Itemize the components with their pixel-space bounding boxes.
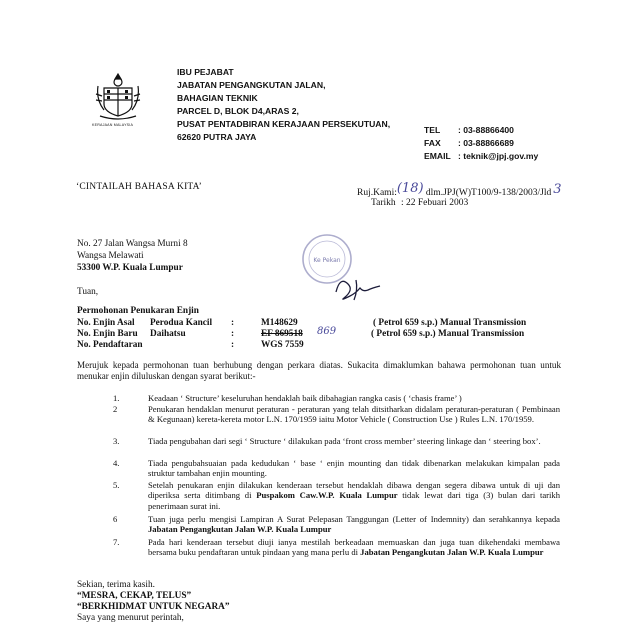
contact-value: : 03-88866400: [458, 125, 514, 135]
address-line: No. 27 Jalan Wangsa Murni 8: [77, 239, 188, 249]
address-line: Wangsa Melawati: [77, 251, 144, 261]
condition-number: 4.: [113, 458, 120, 468]
condition-number: 7.: [113, 537, 120, 547]
address-postcode: 53300 W.P. Kuala Lumpur: [77, 263, 183, 273]
subject-handwritten: 869: [317, 326, 337, 337]
stamp-text: Ke Pekan: [313, 257, 341, 264]
condition-text: Setelah penukaran enjin dilakukan kenderaan tersebut hendaklah dibawa dengan segera dibawa untuk di uji dan diperiksa serta ditimbang di Puspakom Caw.W.P. Kuala Lumpur tidak lewat dari tiga (3) bulan dari tarikh penerimaan surat ini.: [148, 480, 561, 511]
subject-value: M148629: [261, 318, 298, 328]
closing-motto: “MESRA, CEKAP, TELUS”: [77, 591, 192, 601]
subject-colon: :: [231, 329, 235, 339]
recipient-address: [77, 238, 188, 274]
contact-value: : 03-88866689: [458, 138, 514, 148]
condition-number: 5.: [113, 480, 120, 490]
condition-text: Tuan juga perlu mengisi Lampiran A Surat Pelepasan Tanggungan (Letter of Indemnity) dan serahkannya kepada Jabatan Pengangkutan Jalan W.P. Kuala Lumpur: [148, 514, 560, 535]
date-value: : 22 Febuari 2003: [401, 198, 469, 208]
closing-line: Sekian, terima kasih.: [77, 580, 155, 590]
slogan: ‘CINTAILAH BAHASA KITA’: [76, 182, 203, 192]
condition-number: 1.: [113, 393, 120, 403]
letterhead-line: BAHAGIAN TEKNIK: [177, 93, 258, 103]
letterhead-line: IBU PEJABAT: [177, 67, 234, 77]
subject-make: Daihatsu: [150, 329, 186, 339]
intro-paragraph: Merujuk kepada permohonan tuan berhubung dengan perkara diatas. Sukacita dimaklumkan bahawa permohonan tuan untuk menukar enjin diluluskan dengan syarat berikut:-: [77, 360, 561, 381]
contact-value: : teknik@jpj.gov.my: [458, 151, 539, 161]
condition-number: 2: [113, 404, 118, 414]
contact-block: [424, 124, 538, 163]
letterhead-line: JABATAN PENGANGKUTAN JALAN,: [177, 80, 326, 90]
subject-label: No. Enjin Baru: [77, 329, 138, 339]
date-line: [371, 198, 468, 208]
subject-spec: ( Petrol 659 s.p.) Manual Transmission: [371, 329, 525, 339]
letterhead-line: 62620 PUTRA JAYA: [177, 132, 257, 142]
condition-text: Tiada pengubahsuaian pada kedudukan ‘ base ‘ enjin mounting dan tidak dibenarkan melakukan kimpalan pada struktur tambahan enjin mounting.: [148, 458, 560, 479]
ref-value: dlm.JPJ(W)T100/9-138/2003/Jld: [425, 188, 552, 198]
condition-text: Penukaran hendaklan menurut peraturan - peraturan yang telah ditsitharkan didalam peraturan-peraturan ( Pembinaan & Kegunaan) kereta-kereta motor L.N. 170/1959 iaitu Motor Vehicle ( Construction Use ) Rules L.N. 170/1959.: [148, 404, 560, 425]
date-label: Tarikh: [371, 198, 396, 208]
ref-handwritten: (18): [396, 181, 424, 196]
crest-logo: [94, 72, 142, 122]
condition-number: 6: [113, 514, 118, 524]
contact-label: TEL: [424, 125, 441, 135]
subject-label: No. Enjin Asal: [77, 318, 135, 328]
salutation: Tuan,: [77, 287, 99, 297]
ref-jld-handwritten: 3: [553, 182, 562, 197]
letterhead-line: PUSAT PENTADBIRAN KERAJAAN PERSEKUTUAN,: [177, 119, 391, 129]
letterhead-block: [177, 66, 390, 144]
condition-text: Pada hari kenderaan tersebut diuji ianya mestilah berkeadaan memuaskan dan juga tuan dikehendaki membawa bersama buku pendaftaran untuk pindaan yang mana perlu di Jabatan Pengangkutan Jalan W.P. Kuala Lumpur: [148, 537, 560, 558]
subject-label: No. Pendaftaran: [77, 340, 143, 350]
letterhead-line: PARCEL D, BLOK D4,ARAS 2,: [177, 106, 299, 116]
condition-text: Tiada pengubahan dari segi ‘ Structure ‘ dilakukan pada ‘front cross member’ steering linkage dan ‘ steering box’.: [148, 436, 541, 446]
contact-label: EMAIL: [424, 151, 451, 161]
condition-text: Keadaan ‘ Structure’ keseluruhan hendaklah baik dibahagian rangka casis ( ‘chasis frame’ ): [148, 393, 462, 403]
closing-line: Saya yang menurut perintah,: [77, 613, 184, 623]
subject-spec: ( Petrol 659 s.p.) Manual Transmission: [373, 318, 527, 328]
reference-line: [357, 181, 562, 199]
subject-make: Perodua Kancil: [150, 318, 213, 328]
closing-block: [77, 580, 230, 624]
crest-caption: KERAJAAN MALAYSIA: [92, 123, 134, 127]
subject-value: EF 869518: [261, 329, 303, 339]
ref-label: Ruj.Kami:: [357, 188, 397, 198]
subject-value: WGS 7559: [261, 340, 304, 350]
signature: [330, 270, 390, 310]
subject-colon: :: [231, 340, 235, 350]
contact-label: FAX: [424, 138, 441, 148]
condition-number: 3.: [113, 436, 120, 446]
closing-motto: “BERKHIDMAT UNTUK NEGARA”: [77, 602, 230, 612]
subject-title: Permohonan Penukaran Enjin: [77, 306, 199, 316]
subject-colon: :: [231, 318, 235, 328]
